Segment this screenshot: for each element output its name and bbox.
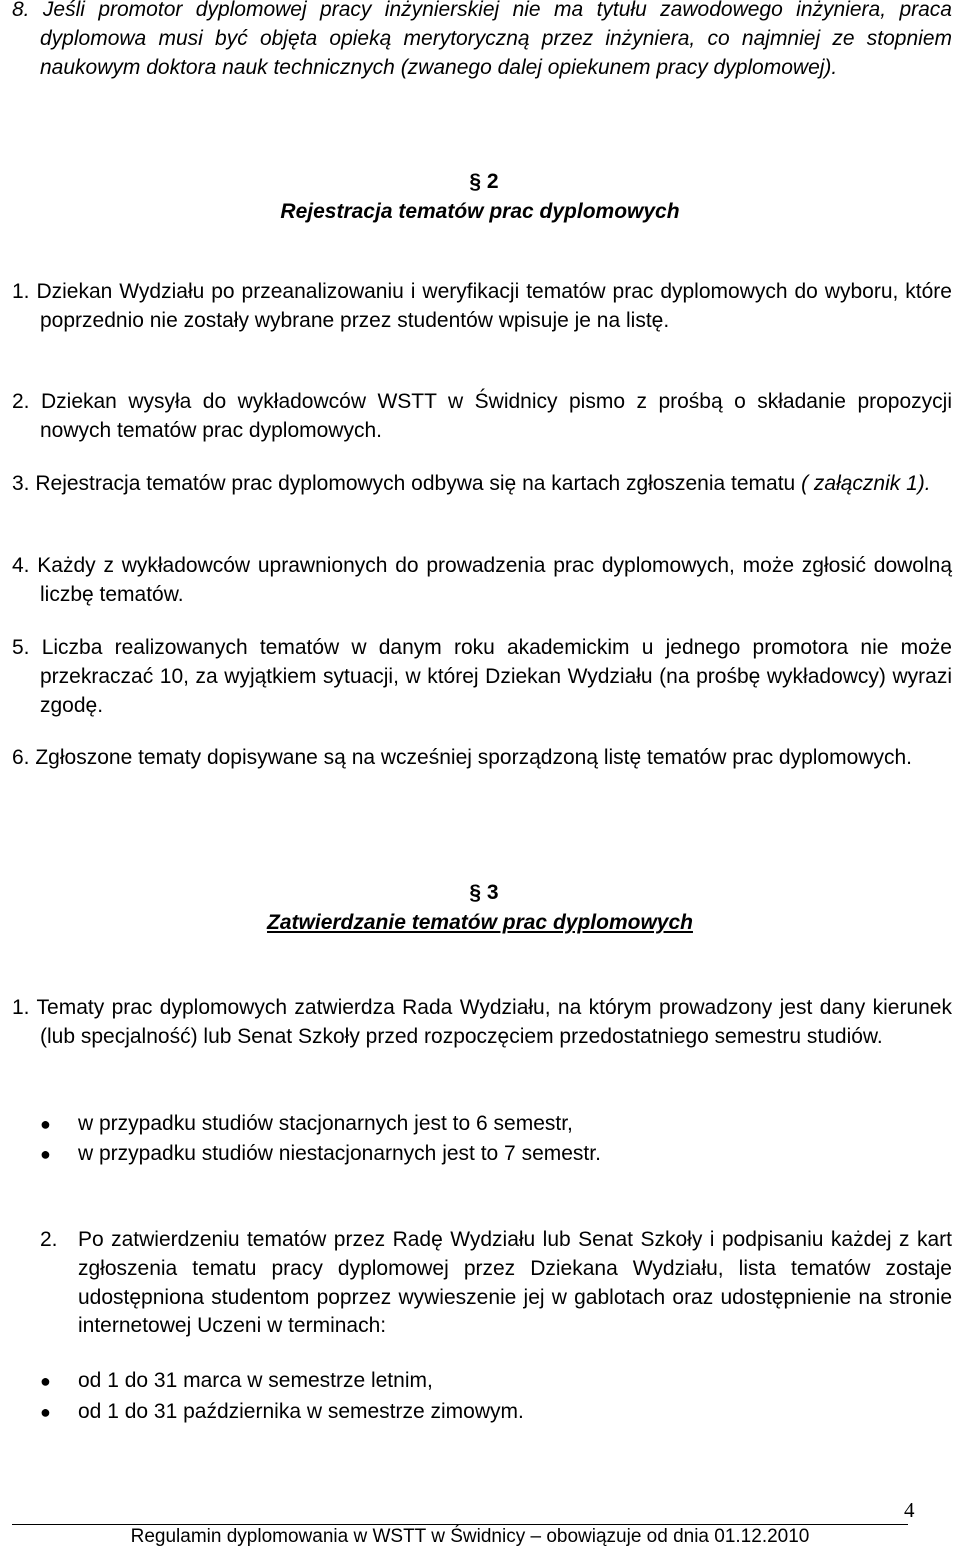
bullet-item bbox=[40, 1140, 601, 1168]
item-number: 1. bbox=[12, 996, 30, 1019]
item-number: 5. bbox=[12, 636, 30, 659]
bullet-icon: ● bbox=[40, 1144, 51, 1164]
section-3-item-1 bbox=[12, 994, 952, 1052]
paragraph-8 bbox=[12, 0, 952, 82]
section-2-item-4 bbox=[12, 552, 952, 610]
item-attachment-note: ( załącznik 1). bbox=[801, 472, 931, 495]
bullet-icon: ● bbox=[40, 1371, 51, 1391]
section-2-title: Rejestracja tematów prac dyplomowych bbox=[280, 200, 680, 223]
section-number: 2 bbox=[486, 170, 499, 193]
section-2-item-1 bbox=[12, 278, 952, 336]
bullet-icon: ● bbox=[40, 1402, 51, 1422]
section-2-heading bbox=[0, 168, 960, 226]
section-3-title: Zatwierdzanie tematów prac dyplomowych bbox=[267, 911, 693, 934]
section-3-heading bbox=[0, 879, 960, 937]
bullet-item bbox=[40, 1367, 433, 1395]
item-text: Każdy z wykładowców uprawnionych do prowadzenia prac dyplomowych, może zgłosić dowolną liczbę tematów. bbox=[37, 554, 952, 606]
paragraph-text: Jeśli promotor dyplomowej pracy inżynierskiej nie ma tytułu zawodowego inżyniera, praca dyplomowa musi być objęta opieką merytoryczną przez inżyniera, co najmniej ze stopniem naukowym doktora nauk technicznych (zwanego dalej opiekunem pracy dyplomowej). bbox=[40, 0, 952, 79]
footer-divider bbox=[12, 1524, 908, 1525]
section-symbol: § bbox=[469, 881, 482, 904]
footer-text: Regulamin dyplomowania w WSTT w Świdnicy – obowiązuje od dnia 01.12.2010 bbox=[130, 1526, 810, 1547]
item-number: 6. bbox=[12, 746, 30, 769]
bullet-text: od 1 do 31 marca w semestrze letnim, bbox=[78, 1369, 433, 1392]
item-text: Dziekan Wydziału po przeanalizowaniu i weryfikacji tematów prac dyplomowych do wyboru, które poprzednio nie zostały wybrane przez studentów wpisuje je na listę. bbox=[36, 280, 952, 332]
bullet-item bbox=[40, 1110, 573, 1138]
section-2-item-5 bbox=[12, 634, 952, 720]
bullet-icon: ● bbox=[40, 1114, 51, 1134]
item-number: 1. bbox=[12, 280, 30, 303]
section-number: 3 bbox=[486, 881, 499, 904]
section-2-item-6 bbox=[12, 744, 952, 773]
item-text: Liczba realizowanych tematów w danym roku akademickim u jednego promotora nie może przekraczać 10, za wyjątkiem sytuacji, w której Dziekan Wydziału (na prośbę wykładowcy) wyrazi zgodę. bbox=[40, 636, 952, 717]
section-3-item-2 bbox=[40, 1226, 952, 1341]
item-text: Dziekan wysyła do wykładowców WSTT w Świdnicy pismo z prośbą o składanie propozycji nowych tematów prac dyplomowych. bbox=[40, 390, 952, 442]
bullet-text: od 1 do 31 października w semestrze zimowym. bbox=[78, 1400, 524, 1423]
paragraph-number: 8. bbox=[12, 0, 30, 21]
section-3-number-line bbox=[0, 879, 960, 907]
item-number: 2. bbox=[12, 390, 30, 413]
item-text: Zgłoszone tematy dopisywane są na wcześniej sporządzoną listę tematów prac dyplomowych. bbox=[35, 746, 912, 769]
item-number: 3. bbox=[12, 472, 30, 495]
page-number: 4 bbox=[904, 1498, 915, 1522]
section-2-number-line bbox=[0, 168, 960, 196]
item-text: Tematy prac dyplomowych zatwierdza Rada Wydziału, na którym prowadzony jest dany kierunek (lub specjalność) lub Senat Szkoły przed rozpoczęciem przedostatniego semestru studiów. bbox=[36, 996, 952, 1048]
item-number: 4. bbox=[12, 554, 30, 577]
item-text: Rejestracja tematów prac dyplomowych odbywa się na kartach zgłoszenia tematu bbox=[35, 472, 796, 495]
bullet-text: w przypadku studiów niestacjonarnych jest to 7 semestr. bbox=[78, 1142, 601, 1165]
bullet-text: w przypadku studiów stacjonarnych jest to 6 semestr, bbox=[78, 1112, 573, 1135]
item-text: Po zatwierdzeniu tematów przez Radę Wydziału lub Senat Szkoły i podpisaniu każdej z kart zgłoszenia tematu pracy dyplomowej przez Dziekana Wydziału, lista tematów zostaje udostępniona studentom poprzez wywieszenie jej w gablotach oraz udostępnienie na stronie internetowej Uczeni w terminach: bbox=[78, 1228, 952, 1338]
section-symbol: § bbox=[469, 170, 482, 193]
bullet-item bbox=[40, 1398, 524, 1426]
section-2-item-3 bbox=[12, 470, 952, 499]
item-number: 2. bbox=[40, 1228, 58, 1251]
section-2-item-2 bbox=[12, 388, 952, 446]
